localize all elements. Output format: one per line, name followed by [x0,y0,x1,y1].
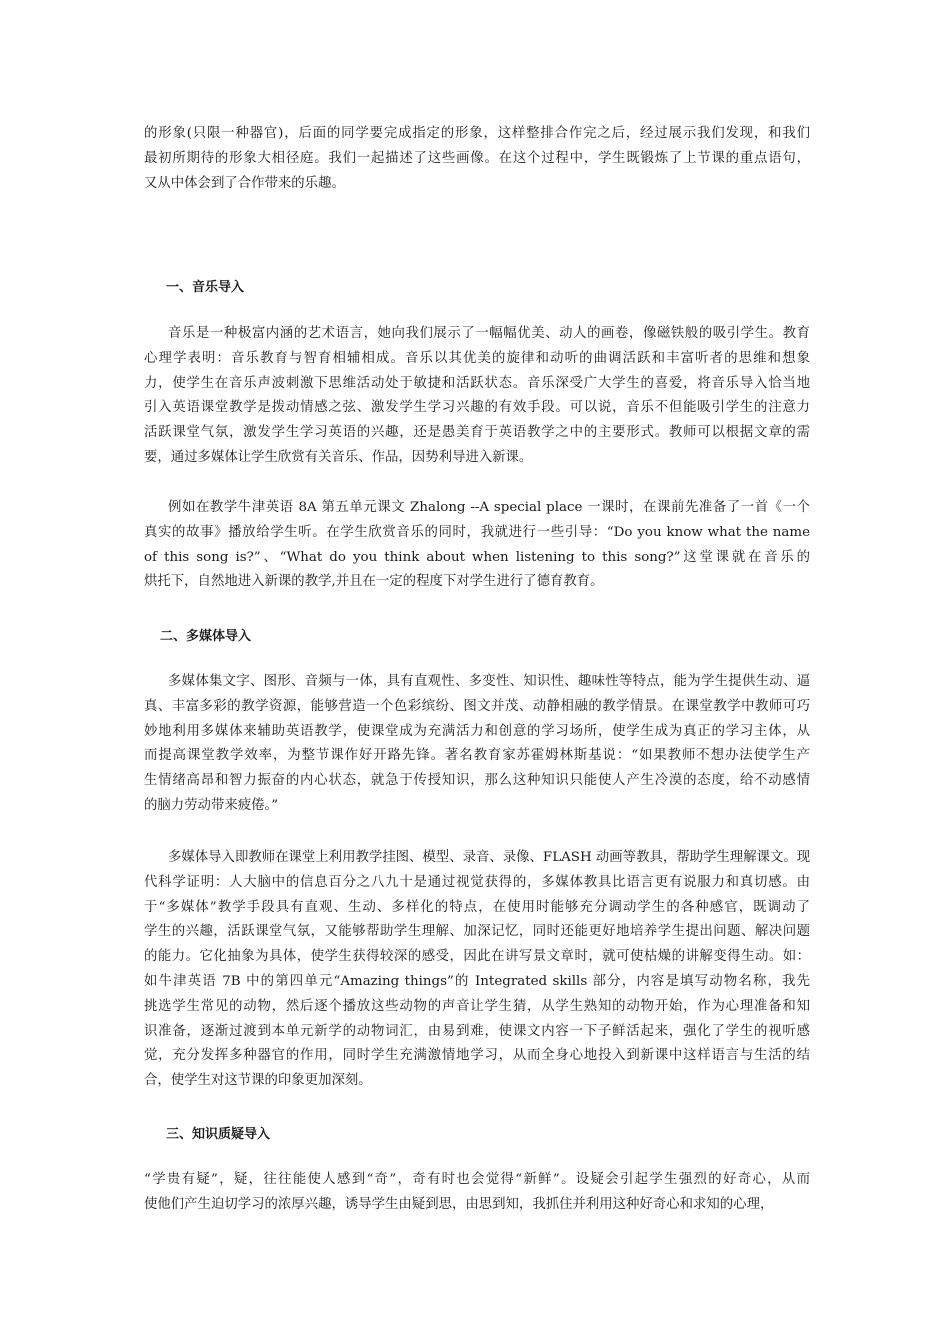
heading-multimedia-intro: 二、多媒体导入 [160,629,252,644]
paragraph-music-description [144,322,810,471]
text-line: 如牛津英语 7B 中的第四单元“Amazing things”的 Integrated skills 部分，内容是填写动物名称，我先 [144,973,810,989]
heading-question-intro: 三、知识质疑导入 [166,1127,271,1142]
paragraph-intro [144,122,810,196]
text-line: 心理学表明：音乐教育与智育相辅相成。音乐以其优美的旋律和动听的曲调活跃和丰富听者的思维和想象 [144,350,810,366]
paragraph-music-example [144,496,810,595]
text-line: 真实的故事》播放给学生听。在学生欣赏音乐的同时，我就进行一些引导：“Do you know what the name [144,524,810,540]
text-line: 例如在教学牛津英语 8A 第五单元课文 Zhalong --A special place 一课时，在课前先准备了一首《一个 [168,500,810,515]
text-line: 觉，充分发挥多种器官的作用，同时学生充满激情地学习，从而全身心地投入到新课中这样语言与生活的结 [144,1048,810,1064]
text-line: 又从中体会到了合作带来的乐趣。 [144,175,345,191]
text-line: 活跃课堂气氛，激发学生学习英语的兴趣，还是愚美育于英语教学之中的主要形式。教师可以根据文章的需 [144,425,810,441]
text-line: 生情绪高昂和智力振奋的内心状态，就急于传授知识，那么这种知识只能使人产生冷漠的态度，给不动感情 [144,773,810,789]
text-line: 合，使学生对这节课的印象更加深刻。 [144,1073,372,1089]
text-line: 的脑力劳动带来疲倦。” [144,797,279,813]
text-line: 多媒体导入即教师在课堂上利用教学挂图、模型、录音、录像、FLASH 动画等教具，帮助学生理解课文。现 [168,850,811,865]
text-line: 使他们产生迫切学习的浓厚兴趣，诱导学生由疑到思，由思到知，我抓住并利用这种好奇心和求知的心理， [144,1196,774,1212]
text-line: “学贵有疑”，疑，往往能使人感到“奇”，奇有时也会觉得“新鲜”。设疑会引起学生强烈的好奇心，从而 [144,1172,810,1187]
text-line: 多媒体集文字、图形、音频与一体，具有直观性、多变性、知识性、趣味性等特点，能为学生提供生动、逼 [168,674,810,689]
text-line: 妙地利用多媒体来辅助英语教学，使课堂成为充满活力和创意的学习场所，使学生成为真正的学习主体，从 [144,723,810,739]
text-line: of this song is?”、“What do you think about when listening to this song?”这堂课就在音乐的 [144,549,810,565]
paragraph-question-description [144,1168,810,1218]
text-line: 烘托下，自然地进入新课的教学,并且在一定的程度下对学生进行了德育教育。 [144,574,604,590]
text-line: 而提高课堂教学效率，为整节课作好开路先锋。著名教育家苏霍姆林斯基说：“如果教师不想办法使学生产 [144,748,810,764]
text-line: 学生的兴趣，活跃课堂气氛，又能够帮助学生理解、加深记忆，同时还能更好地培养学生提出问题、解决问题 [144,924,810,940]
heading-music-intro: 一、音乐导入 [166,280,245,295]
paragraph-multimedia-example [144,846,810,1094]
text-line: 引入英语课堂教学是拨动情感之弦、激发学生学习兴趣的有效手段。可以说，音乐不但能吸引学生的注意力 [144,400,810,416]
text-line: 音乐是一种极富内涵的艺术语言，她向我们展示了一幅幅优美、动人的画卷，像磁铁般的吸引学生。教育 [168,326,810,341]
text-line: 挑选学生常见的动物，然后逐个播放这些动物的声音让学生猜，从学生熟知的动物开始，作为心理准备和知 [144,998,810,1014]
text-line: 最初所期待的形象大相径庭。我们一起描述了这些画像。在这个过程中，学生既锻炼了上节课的重点语句， [144,150,810,166]
text-line: 的形象(只限一种器官)，后面的同学要完成指定的形象，这样整排合作完之后，经过展示我们发现，和我们 [144,126,810,141]
text-line: 要，通过多媒体让学生欣赏有关音乐、作品，因势利导进入新课。 [144,449,533,465]
text-line: 代科学证明：人大脑中的信息百分之八九十是通过视觉获得的，多媒体教具比语言更有说服力和真切感。由 [144,874,810,890]
text-line: 真、丰富多彩的教学资源，能够营造一个色彩缤纷、图文并茂、动静相融的教学情景。在课堂教学中教师可巧 [144,698,810,714]
text-line: 于“多媒体”教学手段具有直观、生动、多样化的特点，在使用时能够充分调动学生的各种感官，既调动了 [144,899,810,915]
paragraph-multimedia-description [144,670,810,819]
text-line: 力，使学生在音乐声波刺激下思维活动处于敏捷和活跃状态。音乐深受广大学生的喜爱，将音乐导入恰当地 [144,375,810,391]
text-line: 的能力。它化抽象为具体，使学生获得较深的感受，因此在讲写景文章时，就可使枯燥的讲解变得生动。如： [144,949,810,965]
text-line: 识准备，逐渐过渡到本单元新学的动物词汇，由易到难，使课文内容一下子鲜活起来，强化了学生的视听感 [144,1023,810,1039]
